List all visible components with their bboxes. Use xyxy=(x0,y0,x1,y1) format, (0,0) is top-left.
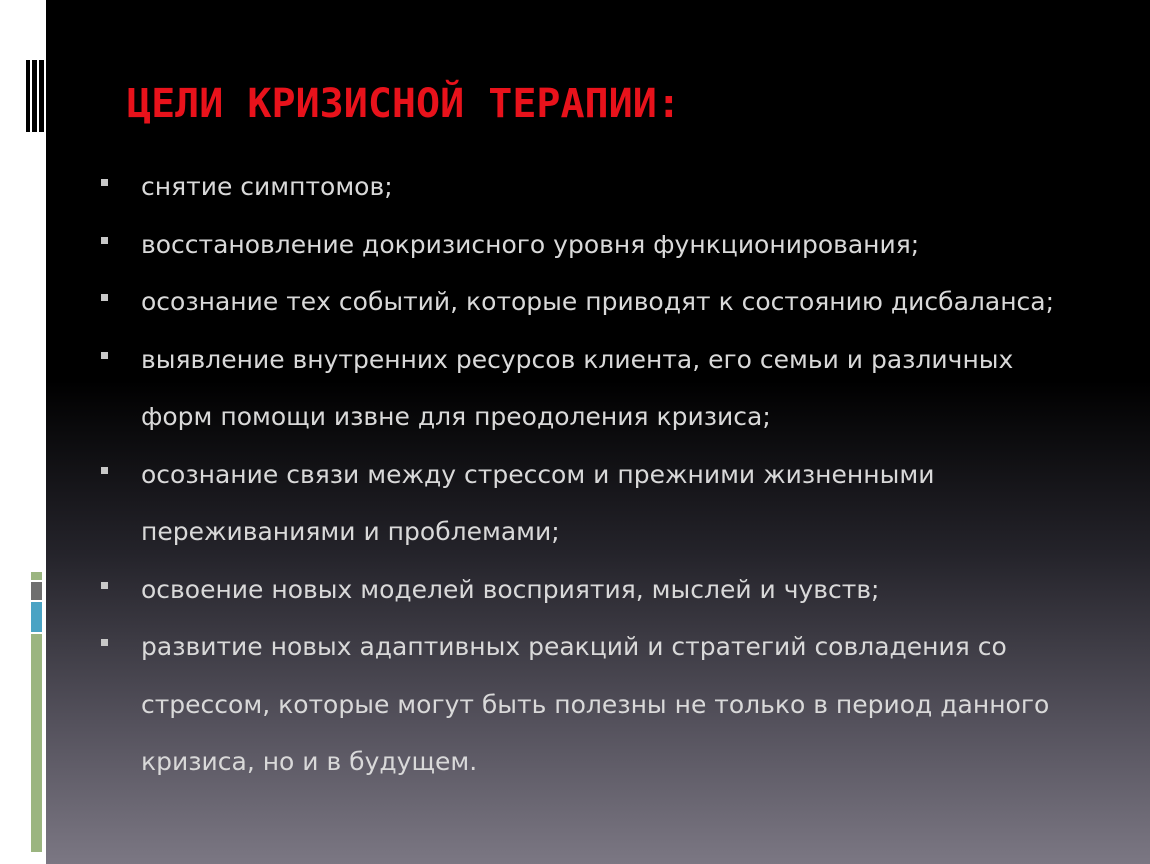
side-stripe-blue xyxy=(31,602,42,632)
slide-title: ЦЕЛИ КРИЗИСНОЙ ТЕРАПИИ: xyxy=(127,81,681,127)
bullet-item xyxy=(141,561,1101,619)
bullet-item xyxy=(141,446,971,561)
bullet-text: осознание связи между стрессом и прежними жизненными переживаниями и проблемами; xyxy=(141,459,935,546)
bullet-square-icon xyxy=(101,294,108,301)
bullet-square-icon xyxy=(101,639,108,646)
bullet-square-icon xyxy=(101,352,108,359)
bullet-square-icon xyxy=(101,467,108,474)
decorative-bars-icon xyxy=(26,60,44,132)
bullet-item xyxy=(141,216,1101,274)
side-stripe-green-top xyxy=(31,572,42,580)
bullet-item xyxy=(141,618,1081,791)
bullet-text: развитие новых адаптивных реакций и стратегий совладения со стрессом, которые могут быть полезны не только в период данного кризиса, но и в будущем. xyxy=(141,632,1050,776)
bullet-square-icon xyxy=(101,179,108,186)
bullet-square-icon xyxy=(101,582,108,589)
bullet-text: снятие симптомов; xyxy=(141,172,393,201)
bullet-item xyxy=(141,331,1046,446)
bullet-text: восстановление докризисного уровня функционирования; xyxy=(141,229,920,259)
bullet-text: осознание тех событий, которые приводят к состоянию дисбаланса; xyxy=(141,287,1055,316)
bullet-text: освоение новых моделей восприятия, мыслей и чувств; xyxy=(141,574,880,604)
side-stripe-gray xyxy=(31,582,42,600)
slide-canvas xyxy=(46,0,1150,864)
side-stripe-green xyxy=(31,634,42,852)
bullet-item xyxy=(141,273,1101,331)
bullet-list xyxy=(141,158,1101,791)
bullet-text: выявление внутренних ресурсов клиента, его семьи и различных форм помощи извне для преодоления кризиса; xyxy=(141,344,1014,431)
bullet-square-icon xyxy=(101,237,108,244)
bullet-item xyxy=(141,158,1101,216)
